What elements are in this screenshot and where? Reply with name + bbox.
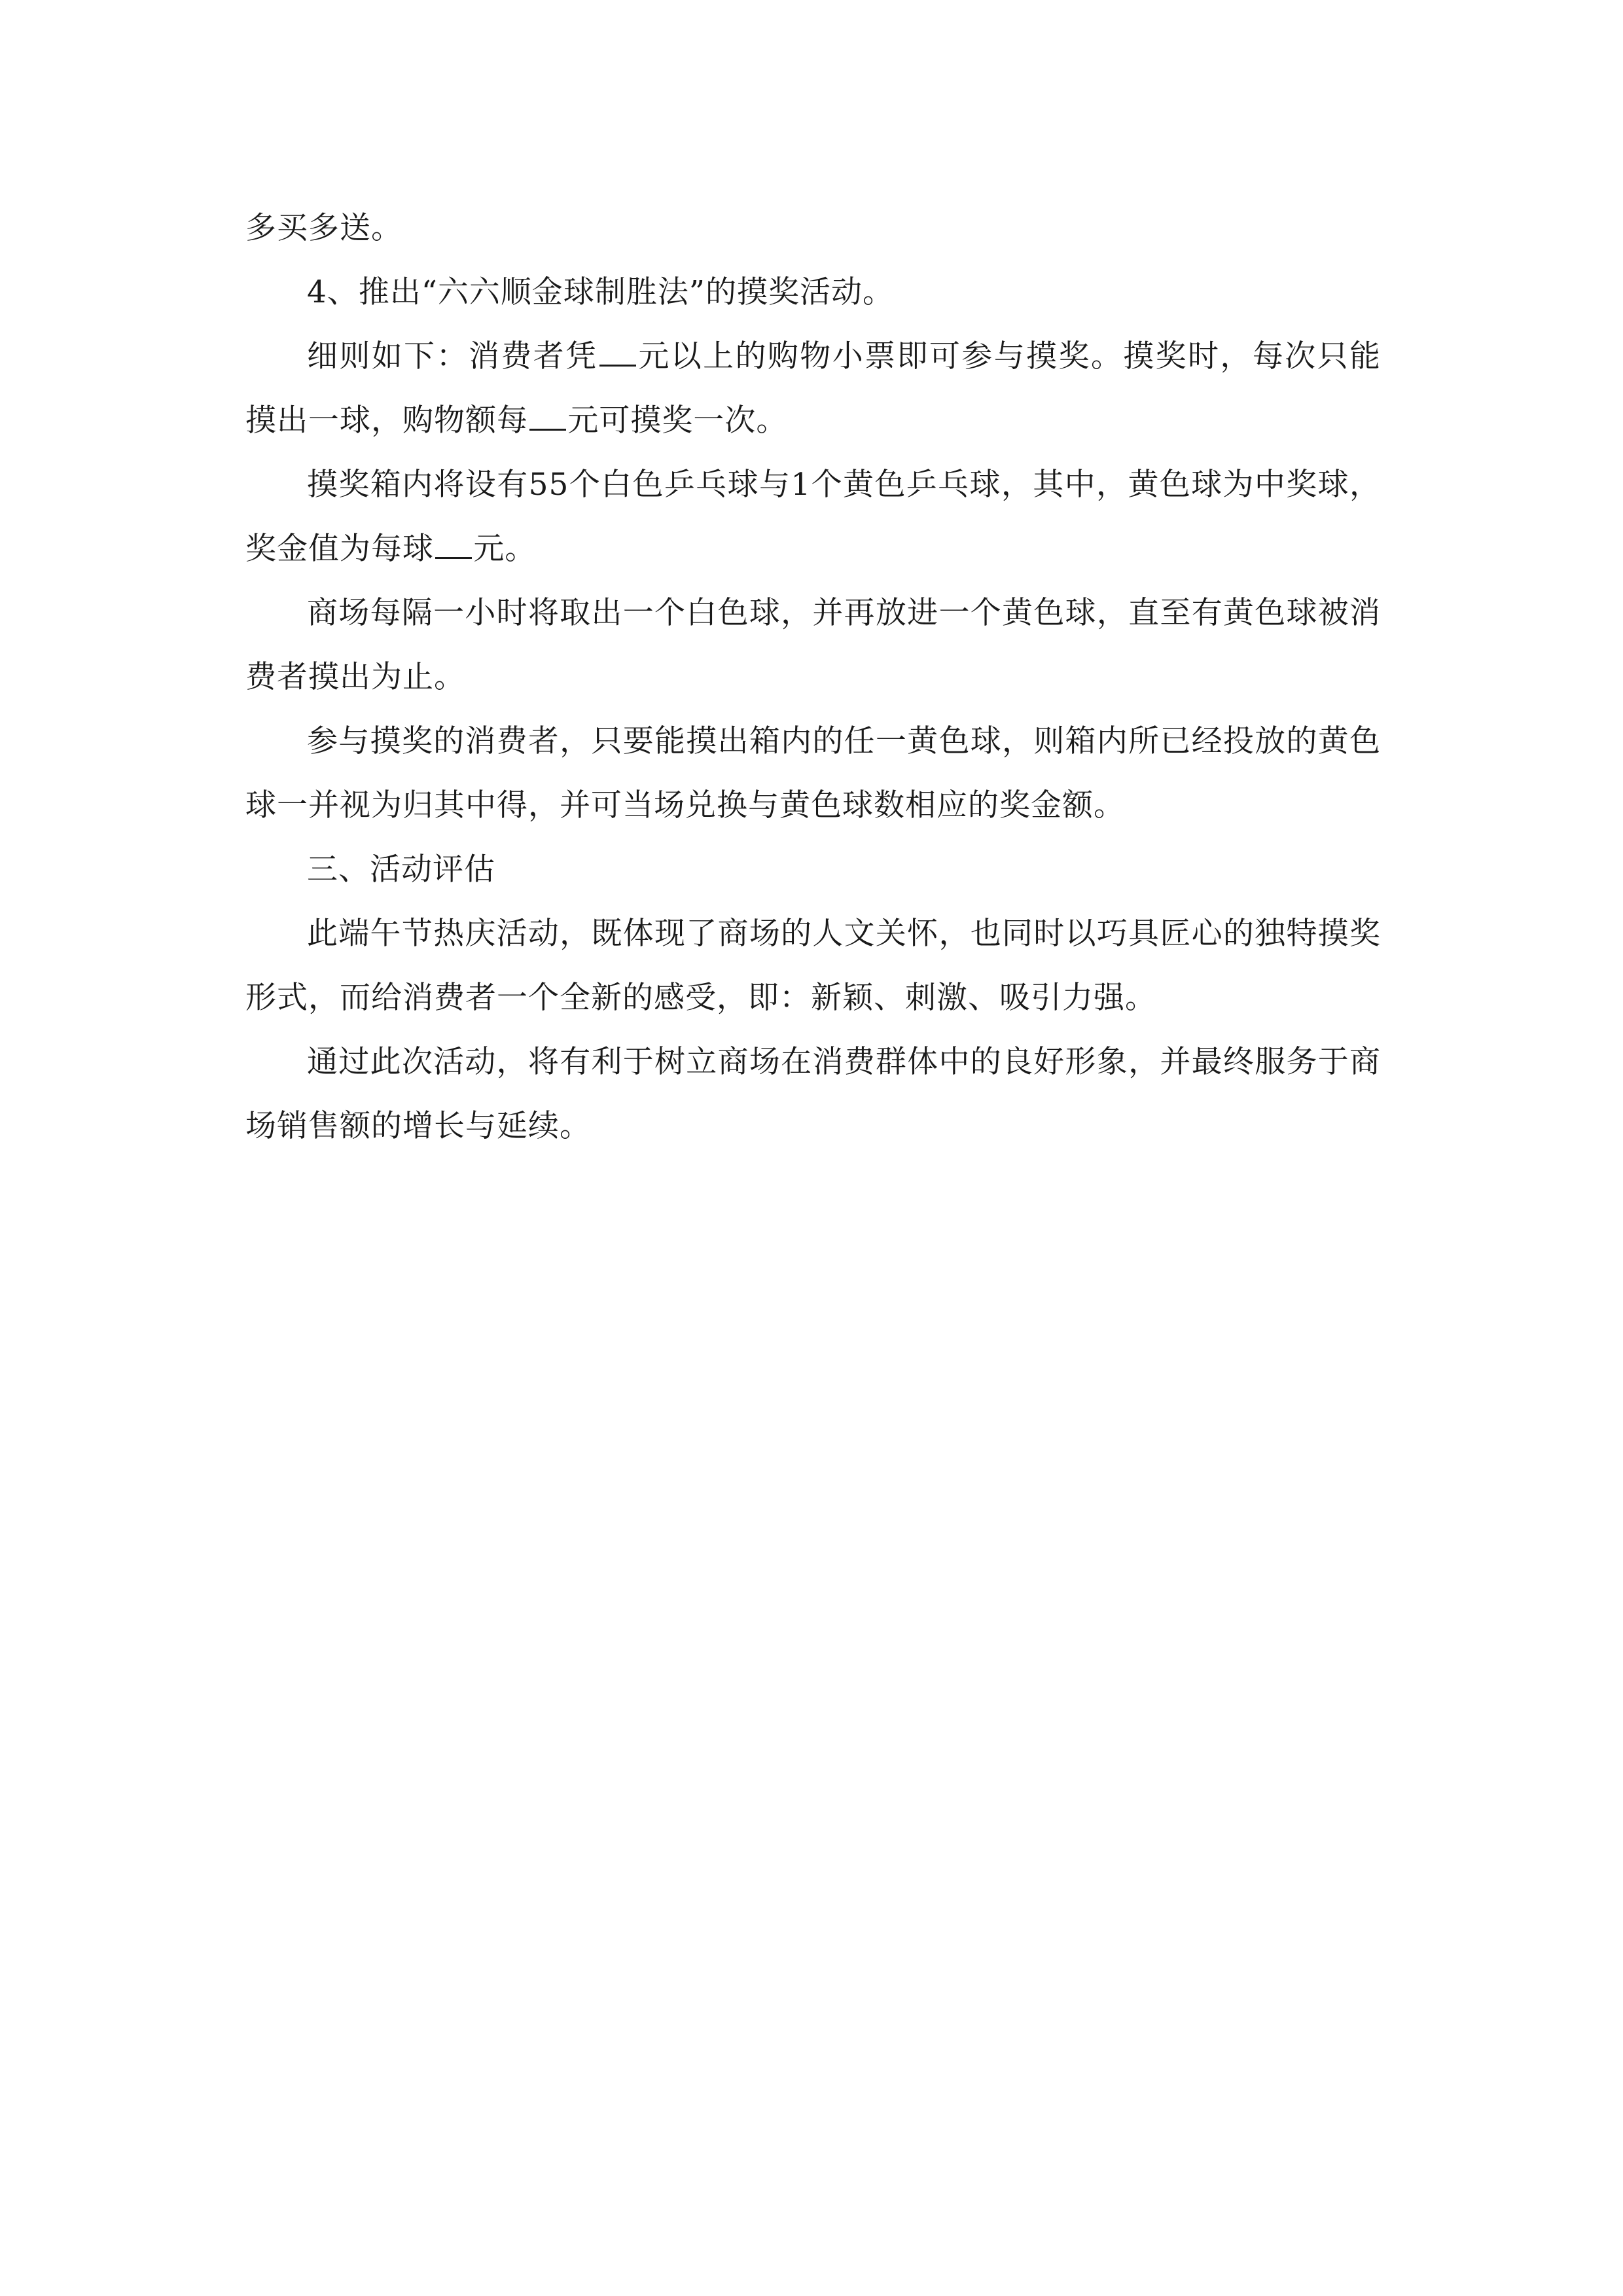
paragraph-rules: [245, 325, 1381, 453]
section-heading-text: 三、活动评估: [307, 852, 495, 888]
paragraph-conclusion: [245, 1030, 1381, 1158]
paragraph-text: 元以上的购物小票即可参与摸奖。摸奖时，每次只能摸出一球，购物额每: [245, 338, 1381, 439]
paragraph-text: 4、推出“六六顺金球制胜法”的摸奖活动。: [307, 274, 894, 310]
paragraph-text: 参与摸奖的消费者，只要能摸出箱内的任一黄色球，则箱内所已经投放的黄色球一并视为归其中得，并可当场兑换与黄色球数相应的奖金额。: [245, 723, 1381, 823]
paragraph-winning-rule: [245, 709, 1381, 838]
paragraph-lottery-box: [245, 453, 1381, 581]
fill-in-blank: [529, 401, 566, 431]
paragraph-text: 元可摸奖一次。: [567, 403, 788, 439]
paragraph-hourly-swap: [245, 581, 1381, 709]
paragraph-text: 多买多送。: [245, 210, 402, 246]
paragraph-text: 元。: [473, 531, 537, 567]
paragraph-text: 通过此次活动，将有利于树立商场在消费群体中的良好形象，并最终服务于商场销售额的增长与延续。: [245, 1044, 1381, 1144]
paragraph-continuation: [245, 196, 1381, 260]
fill-in-blank: [599, 337, 636, 367]
paragraph-item-4-heading: [245, 260, 1381, 325]
document-body: [245, 196, 1381, 1158]
paragraph-text: 摸奖箱内将设有55个白色乒乓球与1个黄色乒乓球，其中，黄色球为中奖球，奖金值为每球: [245, 467, 1381, 567]
paragraph-text: 此端午节热庆活动，既体现了商场的人文关怀，也同时以巧具匠心的独特摸奖形式，而给消费者一个全新的感受，即：新颖、刺激、吸引力强。: [245, 916, 1381, 1016]
paragraph-evaluation: [245, 902, 1381, 1030]
section-heading-evaluation: [245, 838, 1381, 902]
paragraph-text: 商场每隔一小时将取出一个白色球，并再放进一个黄色球，直至有黄色球被消费者摸出为止。: [245, 595, 1381, 695]
fill-in-blank: [435, 529, 472, 559]
paragraph-text: 细则如下：消费者凭: [307, 338, 598, 374]
